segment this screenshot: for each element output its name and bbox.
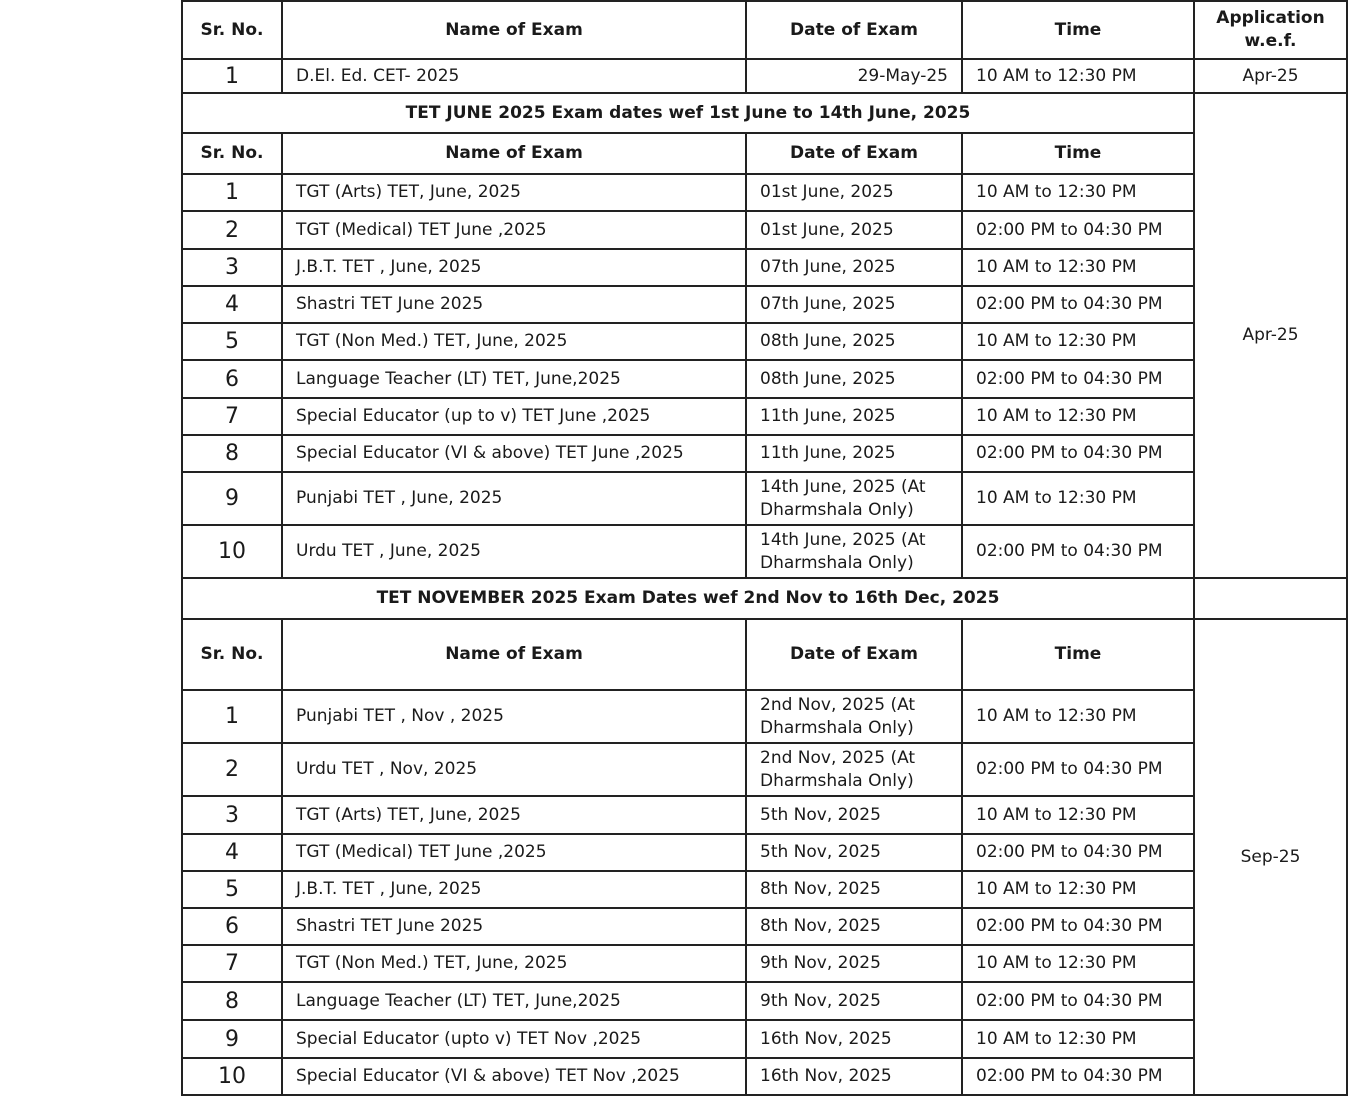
exam-date-cell: 29-May-25 [745,58,963,94]
exam-date-cell: 01st June, 2025 [745,173,963,212]
exam-name-cell: D.El. Ed. CET- 2025 [281,58,747,94]
header-date-of-exam: Date of Exam [745,618,963,691]
serial-number-cell: 1 [181,173,283,212]
serial-number-cell: 7 [181,397,283,436]
exam-date-cell: 08th June, 2025 [745,322,963,361]
application-cell: Apr-25 [1193,58,1348,94]
header-name-of-exam: Name of Exam [281,132,747,175]
exam-name-cell: Special Educator (VI & above) TET Nov ,2025 [281,1057,747,1096]
exam-name-cell: TGT (Arts) TET, June, 2025 [281,795,747,835]
exam-date-cell: 2nd Nov, 2025 (At Dharmshala Only) [745,742,963,797]
november-application-cell: Sep-25 [1193,618,1348,1096]
exam-date-cell: 07th June, 2025 [745,285,963,324]
header-time: Time [961,132,1195,175]
exam-date-cell: 07th June, 2025 [745,248,963,287]
exam-name-cell: Special Educator (upto v) TET Nov ,2025 [281,1019,747,1059]
exam-time-cell: 10 AM to 12:30 PM [961,397,1195,436]
exam-time-cell: 10 AM to 12:30 PM [961,795,1195,835]
exam-name-cell: TGT (Arts) TET, June, 2025 [281,173,747,212]
exam-date-cell: 14th June, 2025 (At Dharmshala Only) [745,524,963,579]
exam-date-cell: 2nd Nov, 2025 (At Dharmshala Only) [745,689,963,744]
exam-date-cell: 14th June, 2025 (At Dharmshala Only) [745,471,963,526]
serial-number-cell: 2 [181,210,283,250]
exam-time-cell: 10 AM to 12:30 PM [961,689,1195,744]
serial-number-cell: 1 [181,689,283,744]
serial-number-cell: 8 [181,981,283,1021]
exam-time-cell: 10 AM to 12:30 PM [961,173,1195,212]
serial-number-cell: 9 [181,471,283,526]
exam-date-cell: 11th June, 2025 [745,397,963,436]
exam-date-cell: 01st June, 2025 [745,210,963,250]
exam-date-cell: 9th Nov, 2025 [745,944,963,983]
june-section-title: TET JUNE 2025 Exam dates wef 1st June to 14th June, 2025 [181,92,1195,134]
exam-date-cell: 16th Nov, 2025 [745,1057,963,1096]
november-title-side-cell [1193,577,1348,620]
exam-name-cell: Special Educator (VI & above) TET June ,2025 [281,434,747,473]
exam-name-cell: Shastri TET June 2025 [281,285,747,324]
serial-number-cell: 10 [181,524,283,579]
exam-time-cell: 02:00 PM to 04:30 PM [961,1057,1195,1096]
exam-time-cell: 10 AM to 12:30 PM [961,248,1195,287]
serial-number-cell: 3 [181,795,283,835]
header-sr-no: Sr. No. [181,0,283,60]
header-date-of-exam: Date of Exam [745,0,963,60]
exam-name-cell: Language Teacher (LT) TET, June,2025 [281,981,747,1021]
serial-number-cell: 10 [181,1057,283,1096]
exam-time-cell: 02:00 PM to 04:30 PM [961,833,1195,872]
exam-name-cell: Special Educator (up to v) TET June ,2025 [281,397,747,436]
header-application-wef: Application w.e.f. [1193,0,1348,60]
serial-number-cell: 2 [181,742,283,797]
exam-date-cell: 8th Nov, 2025 [745,870,963,909]
exam-time-cell: 10 AM to 12:30 PM [961,1019,1195,1059]
exam-name-cell: J.B.T. TET , June, 2025 [281,870,747,909]
exam-date-cell: 16th Nov, 2025 [745,1019,963,1059]
exam-time-cell: 10 AM to 12:30 PM [961,944,1195,983]
exam-date-cell: 8th Nov, 2025 [745,907,963,946]
serial-number-cell: 5 [181,870,283,909]
exam-name-cell: Punjabi TET , Nov , 2025 [281,689,747,744]
exam-time-cell: 02:00 PM to 04:30 PM [961,742,1195,797]
serial-number-cell: 3 [181,248,283,287]
exam-time-cell: 02:00 PM to 04:30 PM [961,210,1195,250]
exam-time-cell: 10 AM to 12:30 PM [961,58,1195,94]
exam-time-cell: 02:00 PM to 04:30 PM [961,359,1195,399]
exam-name-cell: Punjabi TET , June, 2025 [281,471,747,526]
header-sr-no: Sr. No. [181,132,283,175]
exam-date-cell: 08th June, 2025 [745,359,963,399]
exam-name-cell: Shastri TET June 2025 [281,907,747,946]
serial-number-cell: 4 [181,833,283,872]
serial-number-cell: 8 [181,434,283,473]
header-sr-no: Sr. No. [181,618,283,691]
november-section-title: TET NOVEMBER 2025 Exam Dates wef 2nd Nov to 16th Dec, 2025 [181,577,1195,620]
exam-time-cell: 10 AM to 12:30 PM [961,870,1195,909]
header-time: Time [961,618,1195,691]
exam-name-cell: TGT (Non Med.) TET, June, 2025 [281,944,747,983]
exam-name-cell: Language Teacher (LT) TET, June,2025 [281,359,747,399]
exam-time-cell: 10 AM to 12:30 PM [961,322,1195,361]
exam-name-cell: TGT (Medical) TET June ,2025 [281,210,747,250]
serial-number-cell: 4 [181,285,283,324]
exam-name-cell: Urdu TET , Nov, 2025 [281,742,747,797]
exam-date-cell: 11th June, 2025 [745,434,963,473]
serial-number-cell: 7 [181,944,283,983]
header-name-of-exam: Name of Exam [281,618,747,691]
serial-number-cell: 6 [181,359,283,399]
june-application-cell: Apr-25 [1193,92,1348,579]
header-name-of-exam: Name of Exam [281,0,747,60]
exam-name-cell: J.B.T. TET , June, 2025 [281,248,747,287]
exam-name-cell: Urdu TET , June, 2025 [281,524,747,579]
serial-number-cell: 1 [181,58,283,94]
exam-date-cell: 5th Nov, 2025 [745,833,963,872]
exam-date-cell: 5th Nov, 2025 [745,795,963,835]
exam-time-cell: 10 AM to 12:30 PM [961,471,1195,526]
header-time: Time [961,0,1195,60]
exam-time-cell: 02:00 PM to 04:30 PM [961,907,1195,946]
exam-time-cell: 02:00 PM to 04:30 PM [961,524,1195,579]
serial-number-cell: 6 [181,907,283,946]
serial-number-cell: 5 [181,322,283,361]
exam-date-cell: 9th Nov, 2025 [745,981,963,1021]
header-date-of-exam: Date of Exam [745,132,963,175]
serial-number-cell: 9 [181,1019,283,1059]
exam-name-cell: TGT (Non Med.) TET, June, 2025 [281,322,747,361]
exam-time-cell: 02:00 PM to 04:30 PM [961,434,1195,473]
exam-time-cell: 02:00 PM to 04:30 PM [961,285,1195,324]
exam-time-cell: 02:00 PM to 04:30 PM [961,981,1195,1021]
exam-name-cell: TGT (Medical) TET June ,2025 [281,833,747,872]
